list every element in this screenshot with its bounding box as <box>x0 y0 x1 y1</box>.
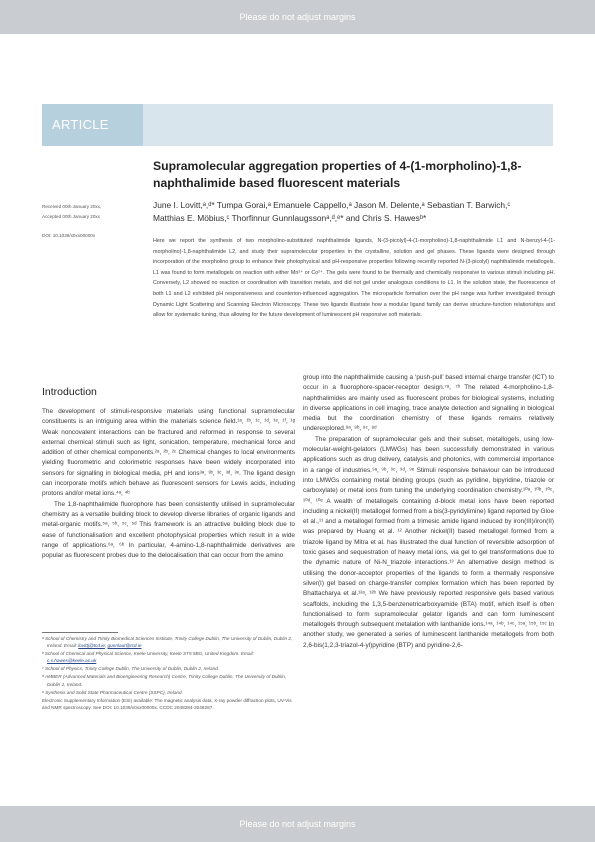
authors-line-2: Matthias E. Möbius,ᶜ Thorfinnur Gunnlaugssonᵃ,ᵈ,ᵉ* and Chris S. Hawesᵇ* <box>153 212 427 223</box>
footnote-a <box>42 635 295 649</box>
authors-line-1: June I. Lovitt,ᵃ,ᵈ* Tumpa Gorai,ᵃ Emanuele Cappello,ᵃ Jason M. Delente,ᵃ Sebastian T. Barwich,ᶜ <box>153 200 511 210</box>
footnote-c: ᶜ School of Physics, Trinity College Dublin, The University of Dublin, Dublin 2, Ireland. <box>42 666 220 672</box>
left-column <box>42 407 295 561</box>
intro-paragraph-2: The 1,8-naphthalimide fluorophore has been consistently utilised in supramolecular chemistry as a versatile building block to develop diverse libraries of organic ligands and metal-organic motifs.⁵ᵃ, ⁵ᵇ, ⁵ᶜ, ⁵ᵈ This framework is an attractive building block due to ease of functionalisation and excellent photophysical properties which result in a wide range of applications.⁶ᵃ, ⁶ᵇ In particular, 4-amino-1,8-naphthalimide derivatives are popular as fluorescent probes due to the delocalisation that can occur from the amino <box>42 500 295 560</box>
article-type-bar <box>42 104 553 146</box>
doi-label: DOI: 10.1039/x0xx00000x <box>42 233 96 238</box>
right-paragraph-2: The preparation of supramolecular gels and their subset, metallogels, using low-molecular-weight-gelators (LMWGs) has been successfully demonstrated in various applications such as drug delivery, catalysis and photonics, with commercial importance in a range of industries.⁹ᵃ, ⁹ᵇ, ⁹ᶜ, ⁹ᵈ, ⁹ᵉ Stimuli responsive behaviour can be introduced into LMWGs containing metal binding groups (such as pyridine, bipyridine, triazole or carboxylate) or metal ions from tuning the underlying coordination chemistry.¹⁰ᵃ, ¹⁰ᵇ, ¹⁰ᶜ, ¹⁰ᵈ, ¹⁰ᵉ A wealth of metallogels containing d-block metal ions have been reported including a nickel(II) metallogel formed from a bis(3-pyridylimine) ligand reported by Gloe et al.,¹¹ and a metallogel formed from a trimesic amide ligand induced by iron(III)/iron(II) was prepared by Huang et al. ¹² Another nickel(II) based metallogel formed from a triazole ligand by Mitra et al. has illustrated the dual function of reversible adsorption of toxic gases and sequestration of heavy metal ions, via gel to gel transformations due to the dynamic nature of Ni-N_triazole interactions.¹³ An alternative design method is utilising the donor-acceptor properties of the ligands to form a thermally responsive silver(I) gel based on charge-transfer complex formation which has been reported by Bhattacharya et al.¹²ᵃ, ¹²ᵇ We have previously reported responsive gels based various scaffolds, including the 1,3,5-benzenetricarboxyamide (BTA) motif, which itself is often functionalised to form supramolecular gelator ligands and can form luminescent metallogels through subsequent metalation with lanthanide ions.¹⁴ᵃ, ¹⁴ᵇ, ¹⁴ᶜ, ¹⁵ᵃ, ¹⁵ᵇ, ¹⁵ᶜ In another study, we generated a series of luminescent lanthanide metallogels from both 2,6-bis(1,2,3-triazol-4-yl)pyridine (BTP) and pyridine-2,6- <box>303 435 554 649</box>
right-paragraph-1: group into the naphthalimide causing a ‘push-pull’ based internal charge transfer (ICT) to occur in a fluorophore-spacer-receptor design.⁷ᵃ, ⁷ᵇ The related 4-morpholino-1,8-naphthalimides are mainly used as fluorescent probes for biological systems, including in diverse applications in cell imaging, trace analyte detection and signalling in biological media but the coordination chemistry of these ligands remains relatively underexplored.⁸ᵃ, ⁸ᵇ, ⁸ᶜ, ⁸ᵈ <box>303 374 554 433</box>
received-date: Received 00th January 20xx, <box>42 204 102 209</box>
footnote-e: ᵉ Synthesis and Solid State Pharmaceutical Centre (SSPC), Ireland. <box>42 689 183 695</box>
email-link-gunnlaugsson[interactable]: gunnlaut@tcd.ie <box>107 643 142 649</box>
section-heading-introduction: Introduction <box>42 386 97 398</box>
article-label: ARTICLE <box>42 104 143 146</box>
abstract: Here we report the synthesis of two morpholino-substituted naphthalimide ligands, N-(3-picolyl)-4-(1-morpholino)-1,8-naphthalimide L1 and N-benzyl-4-(1-morpholino)-1,8-naphthalimide L2, and study their supramolecular properties in the crystalline, solution and gel phases. These ligands were designed through incorporation of the morpholino group to enhance their photophysical and pH-responsive properties following recently reported N-(3-picolyl) naphthalimide metallogels. L1 was found to form metallogels on reaction with either Mn²⁺ or Co²⁺. The gels were found to be thermally and chemically responsive to various stimuli including pH. Conversely, L2 showed no reaction or coordination with transition metals, and did not gel under analogous conditions to L1. In the solution state, the fluorescence of both L1 and L2 exhibited pH responsiveness and counterion-influenced aggregation. The microparticle formation over the pH range was further investigated through Dynamic Light Scattering and Scanning Electron Microscopy. These two ligands illustrate how a modular ligand family can derive structure-function relationships and allow for systematic tuning, thus allowing for the future development of luminescent pH responsive soft materials. <box>153 238 555 319</box>
right-column <box>303 373 554 651</box>
author-list <box>153 199 558 224</box>
footnote-d: ᵈ AMBER (Advanced Materials and Bioengineering Research) Centre, Trinity College Dublin, The University of Dublin, Dublin 2, Ireland. <box>42 674 287 687</box>
footnote-a-sep: ; <box>104 643 108 649</box>
email-link-hawes[interactable]: c.s.hawes@keele.ac.uk <box>47 658 97 664</box>
footnote-b <box>42 650 295 664</box>
footnote-divider <box>42 632 118 633</box>
esi-note: Electronic Supplementary Information (ESI) available: The magnetic analysis data, X-ray powder diffraction plots, UV-Vis and NMR spectroscopy. See DOI: 10.1039/x0xx00000x. CCDC 2048284-2048287. <box>42 697 292 710</box>
footnotes <box>42 635 295 712</box>
email-link-lovitt[interactable]: lovittj@tcd.ie <box>78 643 105 649</box>
accepted-date: Accepted 00th January 20xx <box>42 214 100 219</box>
top-margin-banner: Please do not adjust margins <box>0 0 595 34</box>
footnote-b-text: ᵇ School of Chemical and Physical Science, Keele University, Keele ST5 5BG, United Kingdom. Email: <box>42 651 254 657</box>
bottom-margin-banner: Please do not adjust margins <box>0 806 595 842</box>
footnote-a-text: ᵃ School of Chemistry and Trinity Biomedical Sciences Institute, Trinity College Dublin, The University of Dublin, Dublin 2, Ireland. Email: <box>42 636 293 649</box>
intro-paragraph-1: The development of stimuli-responsive materials using functional supramolecular constituents is an intriguing area within the materials science field.¹ᵃ, ¹ᵇ, ¹ᶜ, ¹ᵈ, ¹ᵉ, ¹ᶠ, ¹ᵍ Weak noncovalent interactions can be fractured and reformed in response to several external chemical stimuli such as light, sonication, temperature, mechanical force and addition of other chemical components.²ᵃ, ²ᵇ, ²ᶜ Chemical changes to local environments yielding fluorometric and colorimetric responses have been widely incorporated into sensors for signalling in biological media, pH and ions³ᵃ, ³ᵇ, ³ᶜ, ³ᵈ, ³ᵉ. The ligand design can incorporate motifs which behave as fluorescent sensors for Lewis acids, including protons and/or metal ions.⁴ᵃ, ⁴ᵇ <box>42 408 295 498</box>
paper-title: Supramolecular aggregation properties of 4-(1-morpholino)-1,8-naphthalimide based fluorescent materials <box>153 159 522 190</box>
